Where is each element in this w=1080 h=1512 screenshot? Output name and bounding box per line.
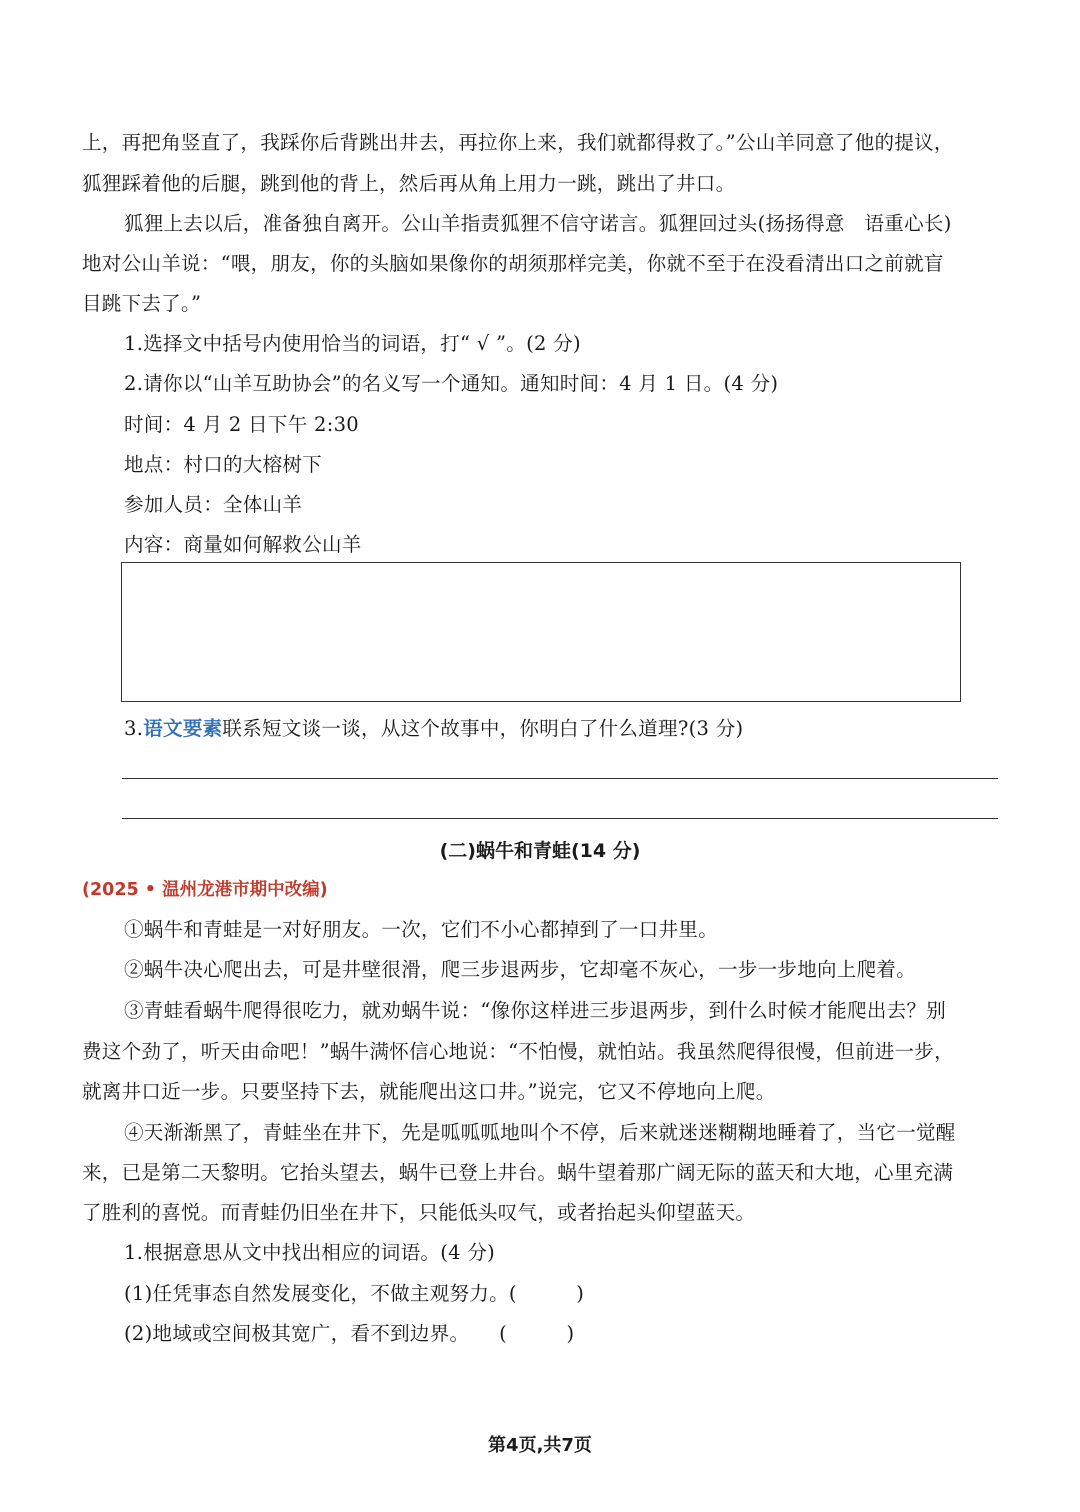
- story-paragraph-1-line-1: 上，再把角竖直了，我踩你后背跳出井去，再拉你上来，我们就都得救了。”公山羊同意了他的提议，: [82, 131, 954, 154]
- notice-answer-box[interactable]: [121, 562, 961, 702]
- snail-paragraph-4-line-3: 了胜利的喜悦。而青蛙仍旧坐在井下，只能低头叹气，或者抬起头仰望蓝天。: [82, 1201, 756, 1224]
- notice-participants: 参加人员：全体山羊: [124, 493, 303, 516]
- question-1-3-text: 联系短文谈一谈，从这个故事中，你明白了什么道理?(3 分): [222, 717, 744, 740]
- section-2-source: (2025 • 温州龙港市期中改编): [82, 880, 328, 900]
- section-2-title: (二)蜗牛和青蛙(14 分): [439, 840, 641, 862]
- question-1-3: [124, 716, 743, 742]
- notice-time: 时间：4 月 2 日下午 2:30: [124, 413, 359, 436]
- notice-content: 内容：商量如何解救公山羊: [124, 533, 362, 556]
- snail-paragraph-4-line-2: 来，已是第二天黎明。它抬头望去，蜗牛已登上井台。蜗牛望着那广阔无际的蓝天和大地，心里充满: [82, 1161, 954, 1184]
- snail-paragraph-1: ①蜗牛和青蛙是一对好朋友。一次，它们不小心都掉到了一口井里。: [124, 918, 719, 941]
- notice-place: 地点：村口的大榕树下: [124, 453, 323, 476]
- question-2-1-a[interactable]: (1)任凭事态自然发展变化，不做主观努力。( ): [124, 1282, 585, 1305]
- story-paragraph-2-line-1: 狐狸上去以后，准备独自离开。公山羊指责狐狸不信守诺言。狐狸回过头(扬扬得意 语重心长): [124, 212, 952, 235]
- snail-paragraph-2: ②蜗牛决心爬出去，可是井壁很滑，爬三步退两步，它却毫不灰心，一步一步地向上爬着。: [124, 958, 917, 981]
- question-2-1: 1.根据意思从文中找出相应的词语。(4 分): [124, 1241, 496, 1264]
- snail-paragraph-3-line-2: 费这个劲了，听天由命吧！”蜗牛满怀信心地说：“不怕慢，就怕站。我虽然爬得很慢，但前进一步，: [82, 1040, 954, 1063]
- page-number: 第4页,共7页: [488, 1435, 592, 1456]
- answer-line-1[interactable]: [122, 778, 998, 779]
- answer-line-2[interactable]: [122, 818, 998, 819]
- question-1-1: 1.选择文中括号内使用恰当的词语，打“ √ ”。(2 分): [124, 332, 581, 355]
- snail-paragraph-3-line-3: 就离井口近一步。只要坚持下去，就能爬出这口井。”说完，它又不停地向上爬。: [82, 1080, 776, 1103]
- story-paragraph-1-line-2: 狐狸踩着他的后腿，跳到他的背上，然后再从角上用力一跳，跳出了井口。: [82, 172, 736, 195]
- question-1-2: 2.请你以“山羊互助协会”的名义写一个通知。通知时间：4 月 1 日。(4 分): [124, 372, 779, 395]
- story-paragraph-2-line-2: 地对公山羊说：“喂，朋友，你的头脑如果像你的胡须那样完美，你就不至于在没看清出口之前就盲: [82, 252, 944, 275]
- snail-paragraph-4-line-1: ④天渐渐黑了，青蛙坐在井下，先是呱呱呱地叫个不停，后来就迷迷糊糊地睡着了，当它一觉醒: [124, 1121, 956, 1144]
- story-paragraph-2-line-3: 目跳下去了。”: [82, 292, 202, 315]
- chinese-elements-tag: 语文要素: [143, 717, 223, 740]
- question-2-1-b[interactable]: (2)地域或空间极其宽广，看不到边界。 ( ): [124, 1322, 575, 1345]
- question-1-3-number: 3.: [124, 717, 144, 740]
- snail-paragraph-3-line-1: ③青蛙看蜗牛爬得很吃力，就劝蜗牛说：“像你这样进三步退两步，到什么时候才能爬出去？别: [124, 999, 947, 1022]
